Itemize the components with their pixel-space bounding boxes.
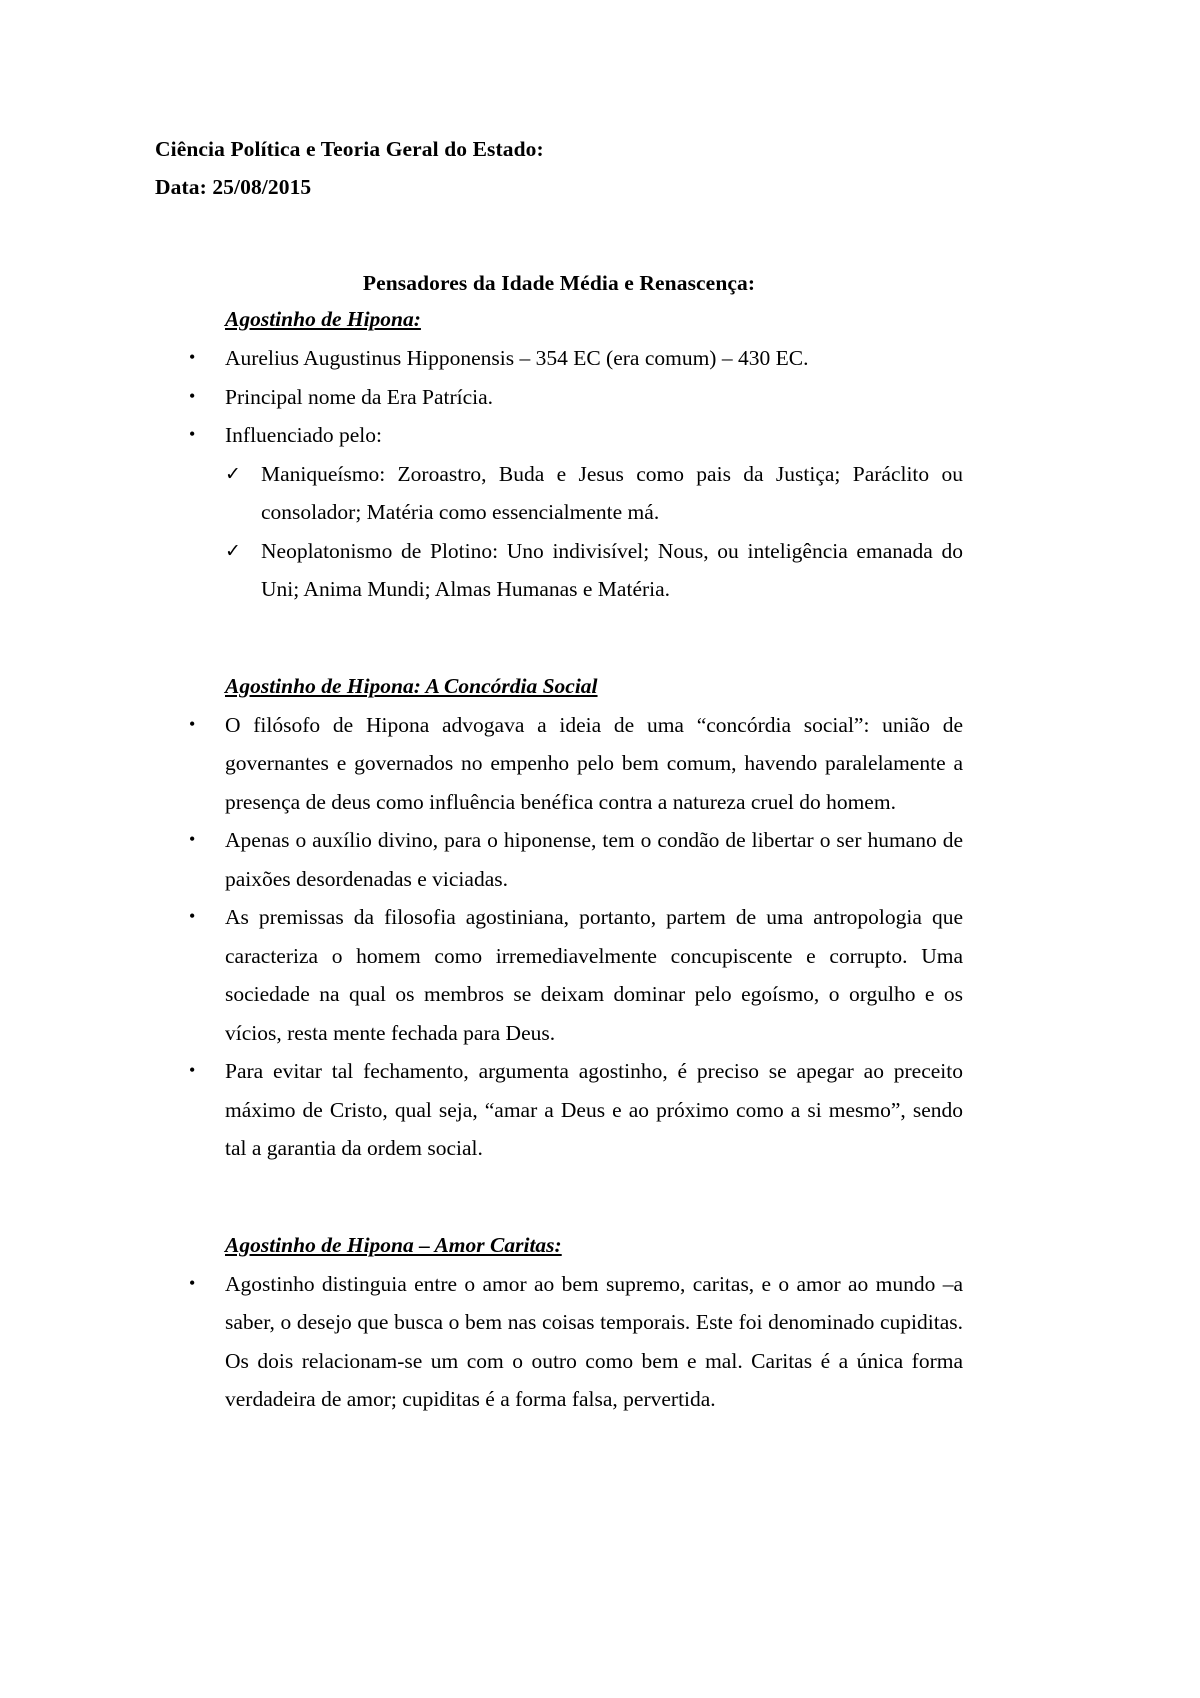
- list-item: • As premissas da filosofia agostiniana, portanto, partem de uma antropologia que caracteriza o homem como irremediavelmente concupiscente e corrupto. Uma sociedade na qual os membros se deixam dominar pelo egoísmo, o orgulho e os vícios, resta mente fechada para Deus.: [155, 898, 963, 1052]
- list-item: • Apenas o auxílio divino, para o hiponense, tem o condão de libertar o ser humano de paixões desordenadas e viciadas.: [155, 821, 963, 898]
- page-title: Pensadores da Idade Média e Renascença:: [362, 271, 756, 295]
- list-item: • Aurelius Augustinus Hipponensis – 354 EC (era comum) – 430 EC.: [155, 339, 963, 378]
- list-item: • O filósofo de Hipona advogava a ideia de uma “concórdia social”: união de governantes e governados no empenho pelo bem comum, havendo paralelamente a presença de deus como influência benéfica contra a natureza cruel do homem.: [155, 706, 963, 822]
- date-line: Data: 25/08/2015: [155, 175, 312, 199]
- section-agostinho-de-hipona: [155, 300, 963, 609]
- list-item: • Agostinho distinguia entre o amor ao bem supremo, caritas, e o amor ao mundo –a saber, o desejo que busca o bem nas coisas temporais. Este foi denominado cupiditas. Os dois relacionam-se um com o outro como bem e mal. Caritas é a única forma verdadeira de amor; cupiditas é a forma falsa, pervertida.: [155, 1265, 963, 1419]
- section-heading: Agostinho de Hipona – Amor Caritas:: [225, 1232, 562, 1257]
- list-item: • Influenciado pelo:: [155, 416, 963, 455]
- bullet-list: [155, 706, 963, 1168]
- document-header: [155, 130, 963, 206]
- checkmark-list: [193, 455, 963, 609]
- list-item: • Principal nome da Era Patrícia.: [155, 378, 963, 417]
- list-item: ✓ Neoplatonismo de Plotino: Uno indivisível; Nous, ou inteligência emanada do Uni; Anima Mundi; Almas Humanas e Matéria.: [193, 532, 963, 609]
- list-item: ✓ Maniqueísmo: Zoroastro, Buda e Jesus como pais da Justiça; Paráclito ou consolador; Matéria como essencialmente má.: [193, 455, 963, 532]
- sub-bullet-group: [193, 455, 963, 609]
- course-title-line: Ciência Política e Teoria Geral do Estado:: [155, 137, 544, 161]
- bullet-list: [155, 339, 963, 455]
- bullet-list: [155, 1265, 963, 1419]
- section-heading: Agostinho de Hipona:: [225, 307, 421, 331]
- list-item: • Para evitar tal fechamento, argumenta agostinho, é preciso se apegar ao preceito máximo de Cristo, qual seja, “amar a Deus e ao próximo como a si mesmo”, sendo tal a garantia da ordem social.: [155, 1052, 963, 1168]
- section-heading: Agostinho de Hipona: A Concórdia Social: [225, 673, 598, 698]
- section-amor-caritas: [155, 1226, 963, 1419]
- section-a-concordia-social: [155, 667, 963, 1168]
